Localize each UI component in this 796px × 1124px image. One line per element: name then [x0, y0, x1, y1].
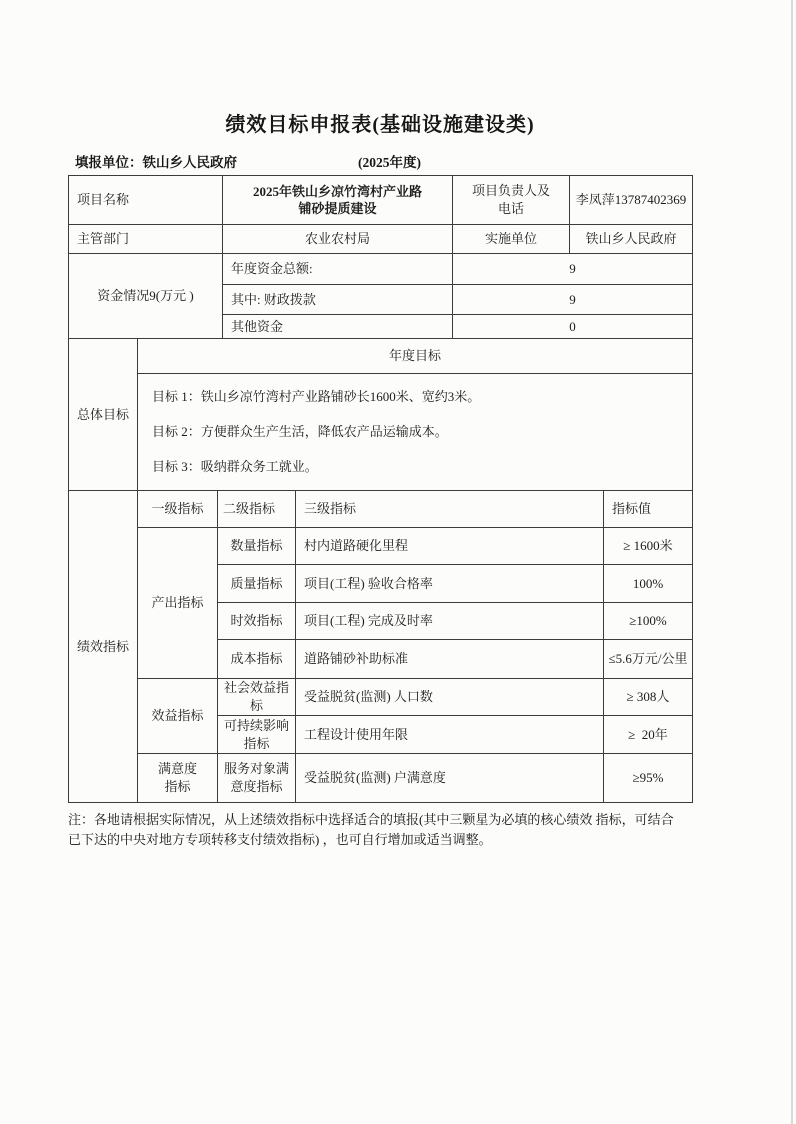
row-quality-l3: 项目(工程) 验收合格率 — [296, 565, 604, 603]
row-quality-value: 100% — [604, 565, 693, 603]
overall-goal-label: 总体目标 — [69, 339, 138, 491]
row-timeliness-l2: 时效指标 — [218, 603, 296, 640]
row-timeliness-value: ≥100% — [604, 603, 693, 640]
fund-other-label: 其他资金 — [223, 315, 453, 339]
row-quantity-l3: 村内道路硬化里程 — [296, 528, 604, 565]
row-sustain-value: ≥ 20年 — [604, 716, 693, 754]
fund-total-value: 9 — [453, 254, 693, 285]
row-social-value: ≥ 308人 — [604, 679, 693, 716]
row-social-l2: 社会效益指标 — [218, 679, 296, 716]
row-quality-l2: 质量指标 — [218, 565, 296, 603]
row-sustain-l3: 工程设计使用年限 — [296, 716, 604, 754]
dept-value: 农业农村局 — [223, 225, 453, 254]
header-level1: 一级指标 — [138, 491, 218, 528]
indicator-section — [69, 491, 693, 803]
page-title: 绩效目标申报表(基础设施建设类) — [225, 114, 535, 136]
manager-label: 项目负责人及电话 — [453, 176, 570, 225]
row-quantity-value: ≥ 1600米 — [604, 528, 693, 565]
row-quantity-l2: 数量指标 — [218, 528, 296, 565]
row-servicesat-l2: 服务对象满意度指标 — [218, 754, 296, 803]
goal-3: 目标 3：吸纳群众务工就业。 — [152, 459, 318, 474]
row-sustain-l2: 可持续影响指标 — [218, 716, 296, 754]
footnote-line-1: 注：各地请根据实际情况，从上述绩效指标中选择适合的填报(其中三颗星为必填的核心绩效 指标，可结合 — [68, 812, 674, 827]
row-social-l3: 受益脱贫(监测) 人口数 — [296, 679, 604, 716]
row-timeliness-l3: 项目(工程) 完成及时率 — [296, 603, 604, 640]
fund-other-value: 0 — [453, 315, 693, 339]
row-cost-l3: 道路铺砂补助标准 — [296, 640, 604, 679]
row-cost-l2: 成本指标 — [218, 640, 296, 679]
row-cost-value: ≤5.6万元/公里 — [604, 640, 693, 679]
goal-1: 目标 1：铁山乡凉竹湾村产业路铺砂长1600米、宽约3米。 — [152, 389, 481, 404]
impl-unit-value: 铁山乡人民政府 — [570, 225, 693, 254]
scan-edge-artifact — [791, 0, 793, 1124]
project-name-value: 2025年铁山乡凉竹湾村产业路铺砂提质建设 — [223, 176, 453, 225]
form-table — [68, 175, 693, 803]
annual-goal-header: 年度目标 — [138, 339, 693, 374]
project-name-label: 项目名称 — [69, 176, 223, 225]
impl-unit-label: 实施单位 — [453, 225, 570, 254]
header-value: 指标值 — [604, 491, 693, 528]
manager-value: 李凤萍13787402369 — [570, 176, 693, 225]
row-servicesat-value: ≥95% — [604, 754, 693, 803]
dept-label: 主管部门 — [69, 225, 223, 254]
indicator-section-label: 绩效指标 — [69, 491, 138, 803]
reporting-unit-label: 填报单位：铁山乡人民政府 — [75, 155, 237, 170]
overall-goal-section — [69, 339, 693, 491]
row-servicesat-l3: 受益脱贫(监测) 户满意度 — [296, 754, 604, 803]
goal-2: 目标 2：方便群众生产生活，降低农产品运输成本。 — [152, 424, 448, 439]
form-meta — [75, 151, 695, 171]
footnote-line-2: 已下达的中央对地方专项转移支付绩效指标) ，也可自行增加或适当调整。 — [68, 832, 492, 847]
footnote — [68, 810, 738, 850]
group-benefit: 效益指标 — [138, 679, 218, 754]
fund-section-label: 资金情况9(万元 ) — [69, 254, 223, 339]
header-level2: 二级指标 — [218, 491, 296, 528]
fund-fiscal-label: 其中: 财政拨款 — [223, 285, 453, 315]
fund-total-label: 年度资金总额: — [223, 254, 453, 285]
fund-fiscal-value: 9 — [453, 285, 693, 315]
group-output: 产出指标 — [138, 528, 218, 679]
info-section — [69, 176, 693, 339]
header-level3: 三级指标 — [296, 491, 604, 528]
annual-goal-body — [138, 374, 693, 491]
group-satisfaction: 满意度指标 — [138, 754, 218, 803]
year-label: (2025年度) — [358, 155, 421, 170]
